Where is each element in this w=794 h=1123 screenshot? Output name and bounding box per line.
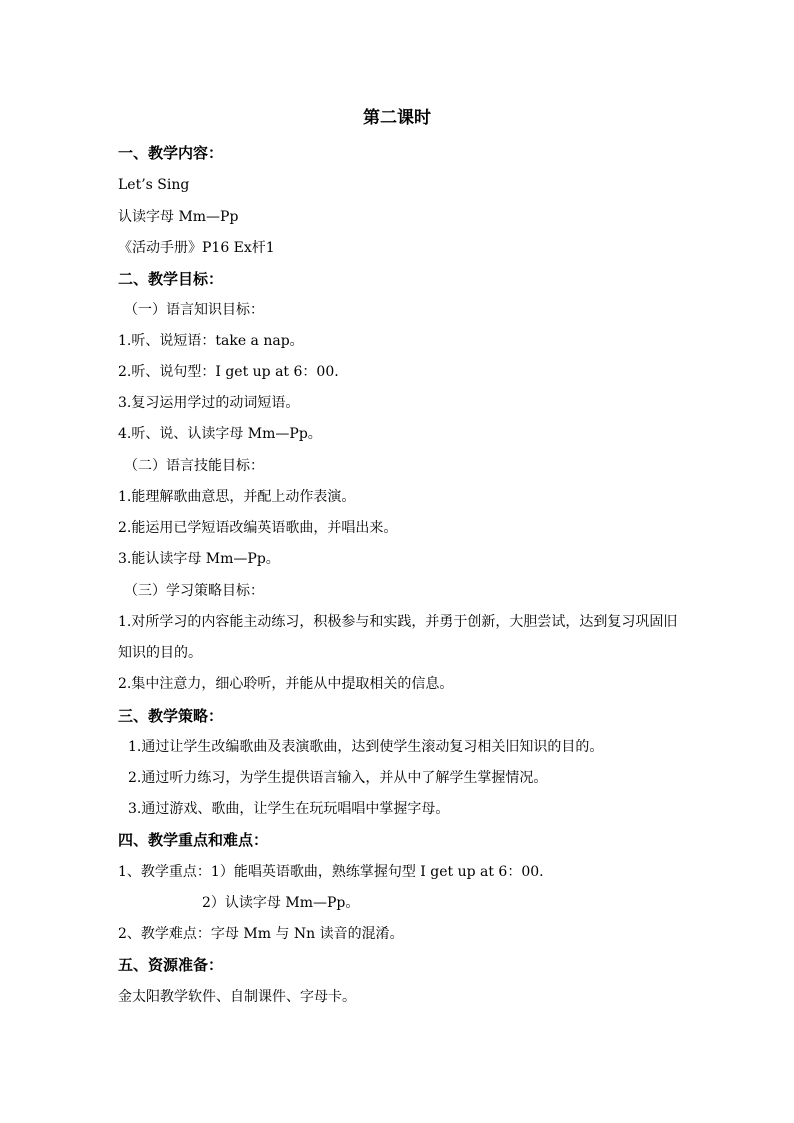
key-point-1b: 2）认读字母 Mm—Pp。 [202,895,360,911]
content-item: 认读字母 Mm—Pp [118,209,239,225]
strategy-goal-item: 2.集中注意力，细心聆听，并能从中提取相关的信息。 [118,676,454,692]
content-item: 《活动手册》P16 Ex杆1 [118,240,275,256]
goal-item: 3.复习运用学过的动词短语。 [118,395,300,411]
goal-item: 1.听、说短语：take a nap。 [118,333,304,349]
subheading-strategy: （三）学习策略目标： [124,583,264,599]
page-title: 第二课时 [363,108,431,128]
strategy-item: 1.通过让学生改编歌曲及表演歌曲，达到使学生滚动复习相关旧知识的目的。 [128,739,604,755]
section-heading-key-points: 四、教学重点和难点： [118,831,269,849]
skill-item: 3.能认读字母 Mm—Pp。 [118,551,280,567]
strategy-item: 2.通过听力练习，为学生提供语言输入，并从中了解学生掌握情况。 [128,770,548,786]
resources-text: 金太阳教学软件、自制课件、字母卡。 [118,989,356,1005]
key-point-1: 1、教学重点：1）能唱英语歌曲，熟练掌握句型 I get up at 6：00. [118,864,544,880]
strategy-item: 3.通过游戏、歌曲，让学生在玩玩唱唱中掌握字母。 [128,801,450,817]
subheading-skills: （二）语言技能目标： [124,458,264,474]
section-heading-goals: 二、教学目标： [118,270,224,288]
section-heading-content: 一、教学内容： [118,144,224,162]
difficulty: 2、教学难点：字母 Mm 与 Nn 读音的混淆。 [118,926,404,942]
subheading-knowledge: （一）语言知识目标： [124,302,264,318]
strategy-goal-item: 1.对所学习的内容能主动练习，积极参与和实践，并勇于创新，大胆尝试，达到复习巩固旧知识的目的。 [118,614,678,661]
section-heading-strategy: 三、教学策略： [118,707,224,725]
goal-item: 4.听、说、认读字母 Mm—Pp。 [118,426,322,442]
section-heading-resources: 五、资源准备： [118,956,224,974]
skill-item: 1.能理解歌曲意思，并配上动作表演。 [118,489,356,505]
content-item: Let’s Sing [118,177,190,193]
goal-item: 2.听、说句型：I get up at 6：00. [118,364,339,380]
skill-item: 2.能运用已学短语改编英语歌曲，并唱出来。 [118,520,398,536]
